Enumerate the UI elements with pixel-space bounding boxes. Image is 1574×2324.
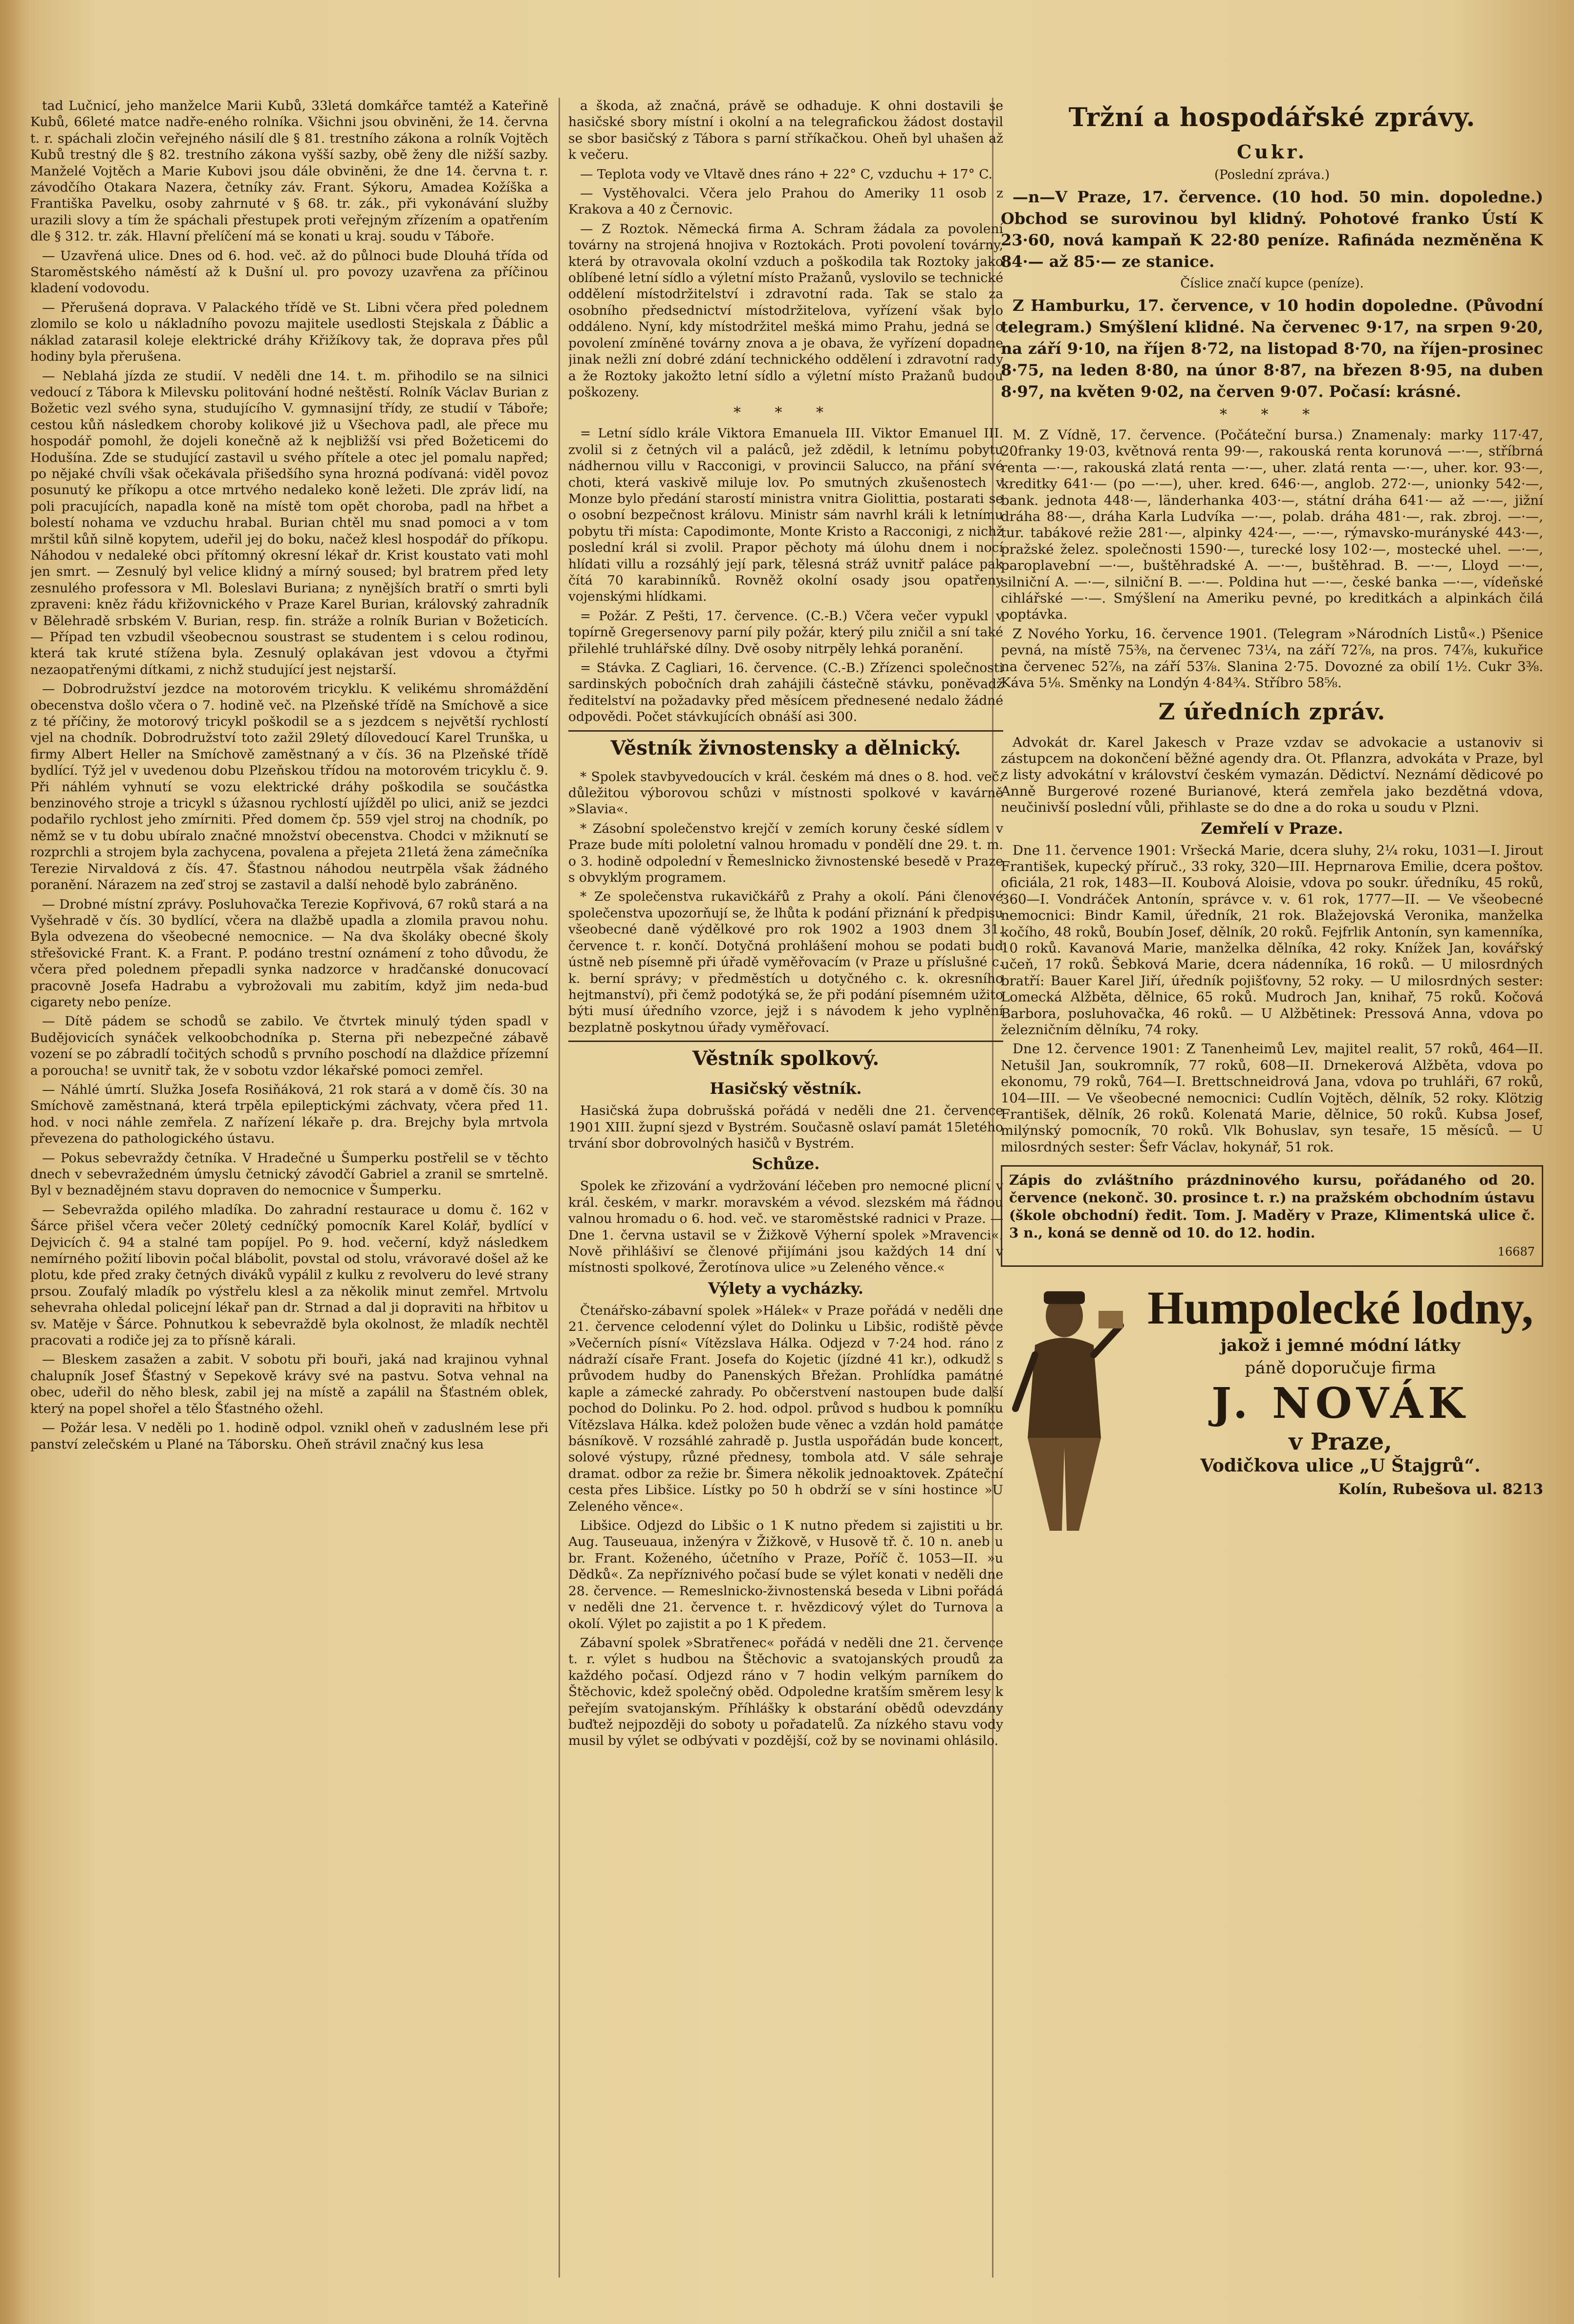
- market-note: Číslice značí kupce (peníze).: [1180, 276, 1364, 291]
- article-paragraph: — Drobné místní zprávy. Posluhovačka Terezie Kopřivová, 67 roků stará a na Vyšehradě v čís. 30 bydlící, včera na dlažbě upadla a zlomila pravou nohu. Byla odvezena do všeobecné nemocnice. — Na dva školáky obecné školy střešovické Frant. K. a Frant. P. podáno trestní oznámení z toho důvodu, že včera před polednem přepadli synka nadzorce v hradčanské donucovací pracovně Josefa Hadrabu a vybrožovali mu zabitím, když jim neda-bud cigarety nebo peníze.: [30, 896, 548, 1010]
- notice-paragraph: Zábavní spolek »Sbratřenec« pořádá v neděli dne 21. července t. r. výlet s hudbou na Štěchovic a svatojanských proudů za každého počasí. Odjezd ráno v 7 hodin velkým parníkem do Štěchovic, kdež společný oběd. Odpoledne kratším směrem lesy k peřejím svatojanským. Příhlášky k obstarání obědů odevzdány buďtež nejpozději do soboty u pořadatelů. Za nízkého stavu vody musil by výlet se odbývati v pozdější, což by se novinami ohlásilo.: [568, 1635, 1003, 1749]
- notice-paragraph: Libšice. Odjezd do Libšic o 1 K nutno předem si zajistiti u br. Aug. Tauseuaua, inženýra v Žižkově, v Husově tř. č. 10 n. aneb u br. Frant. Koženého, účetního v Praze, Poříč č. 1053—II. »u Dědků«. Za nepříznivého počasí bude se výlet konati v neděli dne 28. července. — Remeslnicko-živnostenská beseda v Libni pořádá v neděli dne 21. července t. r. hvězdicový výlet do Turnova a okolí. Výlet po zajistit a po 1 K předem.: [568, 1518, 1003, 1631]
- article-paragraph: — Dítě pádem se schodů se zabilo. Ve čtvrtek minulý týden spadl v Budějovicích synáček velkoobchodníka p. Sterna při nebezpečné zábavě vození se po zábradlí točitých schodů s prvního poschodí na dlaždice přízemní a poroucha! se uvnitř tak, že v sobotu vzdor lékařské pomoci zemřel.: [30, 1014, 548, 1078]
- market-report-new-york: Z Nového Yorku, 16. července 1901. (Telegram »Národních Listů«.) Pšenice pevná, na místě 75⅜, na červenec 73¼, na září 72⅞, na pros. 74⅞, kukuřice na červenec 52⅞, na září 53⅞. Slanina 2·75. Dovozné za obilí 1½. Cukr 3⅜. Káva 5⅛. Směnky na Londýn 4·84¾. Stříbro 58⅝.: [1001, 626, 1543, 691]
- market-report-viden: M. Z Vídně, 17. července. (Počáteční bursa.) Znamenaly: marky 117·47, 20franky 19·03, květnová renta 99·—, rakouská renta korunová —·—, stříbrná renta —·—, rakouská zlatá renta —·—, uher. zlatá renta —·—, uher. kor. 93·—, kreditky 641·— (po —·—), uher. kred. 646·—, anglob. 272·—, unionky 542·—, bank. jednota 448·—, länderhanka 403·—, státní dráha 641·— až —·—, jižní dráha 88·—, dráha Karla Ludvíka —·—, polab. dráha 481·—, rak. zbroj. —·—, tur. tabákové režie 281·—, alpinky 424·—, —·—, rýmavsko-murányské 443·—, pražské želez. společnosti 1590·—, turecké losy 102·—, mostecké uhel. —·—, paroplavební —·—, buštěhradské A. —·—, buštěhrad. B. —·—, Lloyd —·—, silniční A. —·—, silniční B. —·—. Poldina hut —·—, české bankа —·—, vídeňské cihlářské —·—. Smýšlení na Ameriku pevné, po kreditkách a alpinkách čilá poptávka.: [1001, 427, 1543, 623]
- subsection-title-zemreli: Zemřelí v Praze.: [1201, 819, 1343, 838]
- market-report-praha: —n—V Praze, 17. července. (10 hod. 50 min. dopoledne.) Obchod se surovinou byl klidný. Pohotové franko Ústí K 23·60, nová kampaň K 22·80 peníze. Rafináda nezměněna K 84·— až 85·— ze stanice.: [1001, 188, 1543, 271]
- separator-stars: * * *: [1219, 406, 1325, 423]
- article-paragraph: — Neblahá jízda ze studií. V neděli dne 14. t. m. přihodilo se na silnici vedoucí z Tábora k Milevsku politování hodné neštěstí. Rolník Václav Burian z Božetic vezl svého syna, studujícího V. gymnasijní třídy, ze studií v Táboře; cestou kůň následkem choroby kolikové již u Všechova padl, ale přece mu hospodář pomohl, že dojeli konečně až k nejbližší vsi před Božeticemi do Hodušína. Zde se studující zastavil u svého přítele a otec jel pomalu napřed; po nějaké chvíli však očekávala přišedšího syna hrozná podívaná: viděl povoz posunutý ke příkopu a otce mrtvého nedaleko koně ležeti. Dle zpráv lidí, na poli pracujících, napadla koně na místě tom opět choroba, padl na hřbet a bolestí nohama ve vzduchu hrabal. Burian chtěl mu snad pomoci a v tom mrštil kůň silně kopytem, udeřil jej do boku, načež klesl hospodář do příkopu. Náhodou v nedaleké obci přítomný okresní lékař dr. Krist koustato vati mohl jen smrt. — Zesnulý byl velice klidný a mírný soused; byl bratrem před lety zesnulého professora v Ml. Boleslavi Buriana; z nynějších bratří o smrti byli zpraveni: kněz řádu křižovnického v Praze Karel Burian, královský zahradník v Bělehradě srbském V. Burian, resp. fin. stráže a rolník Burian v Božeticích. — Případ ten vzbudil všeobecnou soustrast se studentem i s celou rodinou, která tak kruté stížena byla. Zesnulý oplakávan jest vdovou a čtyřmi nezaopatřenými dítkami, z nichž studující jest nejstarší.: [30, 368, 548, 677]
- column-right: [1001, 98, 1543, 2292]
- notice-paragraph: * Spolek stavbyvedoucích v král. českém má dnes o 8. hod. več. důležitou výborovou schůzi v místnosti spolkové v kavárně »Slavia«.: [568, 769, 1003, 817]
- section-title-vestnik-zivnostensky: Věstník živnostensky a dělnický.: [568, 730, 1003, 761]
- column-left: [30, 98, 548, 2292]
- ad-headline: Humpolecké lodny,: [1147, 1281, 1533, 1334]
- notice-paragraph: * Zásobní společenstvo krejčí v zemích koruny české sídlem v Praze bude míti pololetní valnou hromadu v pondělí dne 29. t. m. o 3. hodině odpolední v Řemeslnicko živnostenské besedě v Praze s obvyklým programem.: [568, 821, 1003, 886]
- ad-footer: Kolín, Rubešova ul. 8213: [1338, 1481, 1543, 1499]
- obituary-list: Dne 12. července 1901: Z Tanenheimů Lev, majitel realit, 57 roků, 464—II. Netušil Jan, soukromník, 77 roků, 608—II. Drnekerová Alžběta, vdova po ekonomu, 79 roků, 764—I. Brettschneidrová Jana, vdova po truhláři, 67 roků, 104—III. — Ve všeobecné nemocnici: Cudlín Vojtěch, dělník, 52 roky. Klötzig František, dělník, 26 roků. Kolenatá Marie, dělnice, 50 roků. Kubsa Josef, milýnský pomocník, 70 roků. Vlk Bohuslav, syn tesaře, 15 měsíců. — U milosrdných sester: Šefr Václav, hokynář, 51 rok.: [1001, 1041, 1543, 1155]
- section-title-vestnik-spolkovy: Věstník spolkový.: [568, 1041, 1003, 1071]
- column-middle: [568, 98, 1003, 2292]
- market-report-hamburk: Z Hamburku, 17. července, v 10 hodin dopoledne. (Původní telegram.) Smýšlení klidné. Na červenec 9·17, na srpen 9·20, na září 9·10, na říjen 8·72, na listopad 8·70, na říjen-prosinec 8·75, na leden 8·80, na únor 8·87, na březen 8·95, na duben 8·97, na květen 9·02, na červen 9·07. Počasí: krásné.: [1001, 296, 1543, 401]
- ad-city: v Praze,: [1289, 1428, 1392, 1456]
- article-paragraph: — Požár lesa. V neděli po 1. hodině odpol. vznikl oheň v zaduslném lese při panství zelečském u Plané na Táborsku. Oheň strávil značný kus lesa: [30, 1420, 548, 1452]
- article-paragraph: — Bleskem zasažen a zabit. V sobotu při bouři, jaká nad krajinou vyhnal chalupník Josef Šťastný v Sepekově krávy své na pastvu. Sotva vehnal na obec, udeřil do něho blesk, zabil jej na místě a zapálil na Šťastném oblek, který na popel shořel a tělo Šťastného ožehl.: [30, 1352, 548, 1416]
- ad-line: páně doporučuje firma: [1245, 1358, 1436, 1378]
- notice-paragraph: Spolek ke zřizování a vydržování léčeben pro nemocné plicní v král. českém, v markr. moravském a vévod. slezském má řádnou valnou hromadu o 6. hod. več. ve staroměstské radnici v Praze. — Dne 1. června ustavil se v Žižkově Výherní spolek »Mravenci«. Nově přihlášiví se členové přijímáni jsou každých 14 dní v místnosti spolkové, Žerotínova ulice »u Zeleného věnce.«: [568, 1178, 1003, 1276]
- person-illustration-icon: [1001, 1281, 1128, 1536]
- article-paragraph: = Stávka. Z Cagliari, 16. července. (C.-B.) Zřízenci společnosti sardinských pobočních drah zahájili částečně stávku, poněvadž ředitelství na požadavky před měsícem přednesené nedalo žádné odpovědi. Počet stávkujících obnáší asi 300.: [568, 660, 1003, 725]
- ad-brand-name: J. NOVÁK: [1211, 1379, 1469, 1429]
- article-paragraph: — Uzavřená ulice. Dnes od 6. hod. več. až do půlnoci bude Dlouhá třída od Staroměstského náměstí až k Dušní ul. pro povozy uzavřena za příčinou kladení vodovodu.: [30, 248, 548, 296]
- article-paragraph: — Teplota vody ve Vltavě dnes ráno + 22° C, vzduchu + 17° C.: [580, 166, 992, 182]
- ad-line: jakož i jemné módní látky: [1220, 1336, 1461, 1356]
- page-edge-shadow: [0, 0, 29, 2324]
- article-paragraph: — Sebevražda opilého mladíka. Do zahradní restaurace u domu č. 162 v Šárce přišel včera večer 20letý cedníčký pomocník Karel Kolář, bydlící v Dejvicích č. 94 a stalné tam popíjel. Po 9. hod. večerní, když následkem nemírného požití libovin počal blábolit, povstal od stolu, vrávoravé došel až ke plotu, kde před zraky četných diváků vypálil z kulku z revolveru do levé strany prsou. Zoufalý mladík po výstřelu klesl a za několik minut zemřel. Mrtvolu sehevraha ohledal policejní lékař pan dr. Strnad a dal ji dopraviti na hřbitov u sv. Matěje v Šárce. Pohnutkou k sebevraždě byla okolnost, že mladík nechtěl pracovati a rodiče jej za to přísně kárali.: [30, 1202, 548, 1348]
- obituary-list: Dne 11. července 1901: Vršecká Marie, dcera sluhy, 2¼ roku, 1031—I. Jirout František, kupecký příruč., 33 roky, 320—III. Heprnarova Emilie, dcera poštov. oficiála, 21 rok, 1483—II. Koubová Aloisie, vdova po soukr. úředníku, 45 roků, 360—I. Vondráček Antonín, správce v. v. 61 rok, 1777—II. — Ve všeobecné nemocnici: Bindr Kamil, úředník, 21 rok. Blažejovská Veronika, manželka kočího, 48 roků, Boubín Josef, dělník, 20 roků. Fejfrlik Antonín, syn kamenníka, 10 roků. Kavanová Marie, manželka dělníka, 42 roky. Knížek Jan, kovářský učeň, 17 roků. Šebková Marie, dcera nádenníka, 16 roků. — U milosrdných bratří: Bauer Karel Jiří, úředník pojišťovny, 52 roky. — U milosrdných sester: Lomecká Alžběta, dělnice, 65 roků. Mudroch Jan, knihař, 75 roků. Kočová Barbora, posluhovačka, 46 roků. — U Alžbětinek: Pressová Anna, vdova po železničním dělníku, 74 roky.: [1001, 842, 1543, 1038]
- article-paragraph: tad Lučnicí, jeho manželce Marii Kubů, 33letá domkářce tamtéž a Kateřině Kubů, 66leté matce nadře-eného rolníka. Všichni jsou obviněni, že 14. června t. r. spáchali zločin veřejného násilí dle § 81. trestního zákona a rolník Vojtěch Kubů trestný dle § 82. trestního zákona vyšší sazby, obě ženy dle nižší sazby. Manželé Vojtěch a Marie Kubovi jsou dále obviněni, že dne 14. června t. r. závodčího Otakara Nazera, četníky záv. Frant. Sýkoru, Amadea Kožíška a Františka Pavelku, osoby zahrnuté v § 68. tr. zák., při vykonávání služby urazili slovy a tím že spáchali přestupek proti veřejným zřízením a opatřením dle § 312. tr. zák. Hlavní přelíčení má se konati u kraj. soudu v Táboře.: [30, 98, 548, 244]
- subsection-title-hasicsky: Hasičský věstník.: [710, 1079, 862, 1098]
- article-paragraph: — Přerušená doprava. V Palackého třídě ve St. Libni včera před polednem zlomilo se kolo u nákladního povozu majitele usedlosti Stejskala z Ďáblic a náklad zatarasil koleje elektrické dráhy Křižíkovy tak, že doprava přes půl hodiny byla přerušena.: [30, 300, 548, 365]
- article-paragraph: a škoda, až značná, právě se odhaduje. K ohni dostavili se hasičské sbory místní i okolní a na telegrafickou žádost dostavil se sbor basičský z Tábora s parní stříkačkou. Oheň byl uhašen až k večeru.: [568, 98, 1003, 163]
- ad-text-block: [1138, 1281, 1543, 1498]
- notice-paragraph: * Ze společenstva rukavičkářů z Prahy a okolí. Páni členové společenstva upozorňují se, že lhůta k podání přiznání k předpisu všeobecné daně výdělkové pro rok 1902 a 1903 dnem 31. července t. r. končí. Dotyčná prohlášení mohou se podati buď ústně neb písemně při úřadě vyměřovacím (v Praze u příslušné c. k. berní správy; v předměstích u dotyčného c. k. okresního hejtmanství), při čemž podotýká se, že při podání písemném užito býti musí úředního vzorce, jejž i s návodem k jeho vyplnění bezplatně poskytnou úřady vyměřovací.: [568, 889, 1003, 1035]
- ad-reference-number: 16687: [1497, 1245, 1535, 1259]
- column-rule: [559, 98, 560, 2278]
- article-paragraph: — Náhlé úmrtí. Služka Josefa Rosiňáková, 21 rok stará a v domě čís. 30 na Smíchově zaměstnaná, která trpěla epileptickými záchvaty, včera před 11. hod. v noci náhle zemřela. Z nařízení lékaře p. dra. Brejchy byla mrtvola převezena do pathologického ústavu.: [30, 1082, 548, 1147]
- article-paragraph: — Vystěhovalci. Včera jelo Prahou do Ameriky 11 osob z Krakova a 40 z Černovic.: [568, 186, 1003, 217]
- notice-paragraph: Hasičská župa dobrušská pořádá v neděli dne 21. července 1901 XIII. župní sjezd v Bystrém. Současně oslaví památ 15letého trvání sbor dobrovolných hasičů v Bystrém.: [568, 1103, 1003, 1151]
- article-paragraph: — Dobrodružství jezdce na motorovém tricyklu. K velikému shromáždění obecenstva došlo včera o 7. hodině več. na Plzeňské třídě na Smíchově a sice z té příčiny, že motorový tricykl poškodil se a s jezdcem s největší rychlostí vjel na chodník. Dobrodružství toto zažil 29letý dílovedoucí Karel Trunška, u firmy Albert Heller na Smíchově zaměstnaný a v čís. 36 na Plzeňské třídě bydlící. Týž jel v uvedenou dobu Plzeňskou třídou na motorovém tricyklu č. 9. Při náhlém vyhnutí se vozu elektrické dráhy poškodila se součástka benzinového stroje a tricykl s úžasnou rychlostí ujížděl po ulici, aniž se jezdci podařilo rychlost jeho zmírniti. Před domem čp. 559 vjel stroj na chodník, po němž se v tu dobu ubíralo značné množství obecenstva. Chodci v mžiknutí se rozprchli a strojem byla zachycena, povalena a přejeta 21letá žena zámečníka Terezie Nirvaldová z čís. 47. Šťastnou náhodou neutrpěla však žádného poranění. Nárazem na zeď stroj se zastavil a další nehodě bylo zabráněno.: [30, 681, 548, 893]
- separator-stars: * * *: [733, 404, 839, 422]
- notice-paragraph: Čtenářsko-zábavní spolek »Hálek« v Praze pořádá v neděli dne 21. července celodenní výlet do Dolinku u Libšic, rodiště pěvce »Večerních písní« Vítězslava Hálka. Odjezd v 7·24 hod. ráno z nádraží císaře Frant. Josefa do Kojetic (jízdné 41 kr.), odkudž s průvodem hudby do Panenských Břežan. Prohlídka památné kaple a zámecké zahrady. Po občerstvení nastoupen bude další pochod do Dolinku. Po 2. hod. odpol. průvod s hudbou k pomníku Vítězslava Hálka. kdež položen bude věnec a vzdán hold památce básníkově. V rozsáhlé zahradě p. Justla uspořádán bude koncert, solové výstupy, různé přednesy, tombola atd. V sále sehraje dramat. odbor za režie br. Šimera několik jednoaktovek. Zpáteční cesta přes Libšice. Lístky po 50 h obdrží se v síni hostince »U Zeleného věnce«.: [568, 1303, 1003, 1514]
- article-paragraph: — Z Roztok. Německá firma A. Schram žádala za povolení továrny na strojená hnojiva v Roztokách. Proti povolení továrny, která by otravovala okolní vzduch a poškodila tak Roztoky jako oblíbené letní sídlo a výletní místo Pražanů, vyslovilo se technické oddělení místodržitelství i zdravotní rada. Tak se stalo za osobního předsednictví místodržitelova, vyřízení však bylo oddáleno. Nyní, kdy místodržitel mešká mimo Prahu, jedná se o povolení zmíněné továrny znova a je obava, že vyřízení dopadne jinak nežli zní dobré zdání technického oddělení i zdravotní rady a že Roztoky jakožto letní sídlo a výletní místo Pražanů budou poškozeny.: [568, 221, 1003, 400]
- subsection-title-cukr: Cukr.: [1237, 141, 1307, 163]
- ad-address: Vodičkova ulice „U Štajgrů“.: [1200, 1455, 1481, 1477]
- article-paragraph: = Letní sídlo krále Viktora Emanuela III. Viktor Emanuel III. zvolil si z četných vil a paláců, jež zdědil, k letnímu pobytu nádhernou villu v Racconigi, v provincii Salucco, na přání své choti, která vaskivě miluje lov. Po smutných zkušenostech v Monze bylo předání starostí ministra vnitra Giolittia, postarati se o osobní bezpečnost královu. Ministr sám navrhl králi k letnímu pobytu tři místa: Capodimonte, Monte Kristo a Racconigi, z nichž poslední král si zvolil. Prapor pěchoty má úlohu dnem i nocí hlídati villu a rozsáhlý její park, tělesná stráž uvnitř paláce pak čítá 70 karabinníků. Rovněž okolní osady jsou opatřeny vojenskými hlídkami.: [568, 426, 1003, 605]
- subsection-title-schuze: Schůze.: [752, 1154, 820, 1173]
- ad-text: Zápis do zvláštního prázdninového kursu, pořádaného od 20. července (nekonč. 30. prosince t. r.) na pražském obchodním ústavu (škole obchodní) ředit. Tom. J. Maděry v Praze, Klimentská ulice č. 3 n., koná se denně od 10. do 12. hodin.: [1009, 1172, 1535, 1241]
- section-title-uredni-zpravy: Z úředních zpráv.: [1158, 698, 1386, 725]
- section-title-trzni-zpravy: Tržní a hospodářské zprávy.: [1068, 103, 1476, 132]
- article-paragraph: — Pokus sebevraždy četníka. V Hradečné u Šumperku postřelil se v těchto dnech v sebevražedném úmyslu četnický závodčí Gabriel a zranil se smrtelně. Byl v beznadějném stavu dopraven do nemocnice v Šumperku.: [30, 1150, 548, 1198]
- article-paragraph: = Požár. Z Pešti, 17. července. (C.-B.) Včera večer vypukl v topírně Gregersenovy parní pily požár, který pilu zničil a sní také přilehlé truhlářské dílny. Dvě osoby nitrpěly lehká poranění.: [568, 608, 1003, 656]
- subsection-note: (Poslední zpráva.): [1214, 168, 1330, 182]
- notice-paragraph: Advokát dr. Karel Jakesch v Praze vzdav se advokacie a ustanoviv si zástupcem na dokončení běžné agendy dra. Ot. Pflanzra, advokáta v Praze, byl z listy advokátní v království českém vymazán. Dědictví. Neznámí dědicové po Anně Burgerové rozené Burianové, která zemřela jako bezdětná vdova, neučinivší poslední vůli, přihlaste se do dne a do roka u soudu v Plzni.: [1001, 734, 1543, 816]
- subsection-title-vylety: Výlety a vycházky.: [708, 1279, 864, 1298]
- advertisement-novak: [1001, 1281, 1543, 1536]
- advertisement-kurs: [1001, 1165, 1543, 1267]
